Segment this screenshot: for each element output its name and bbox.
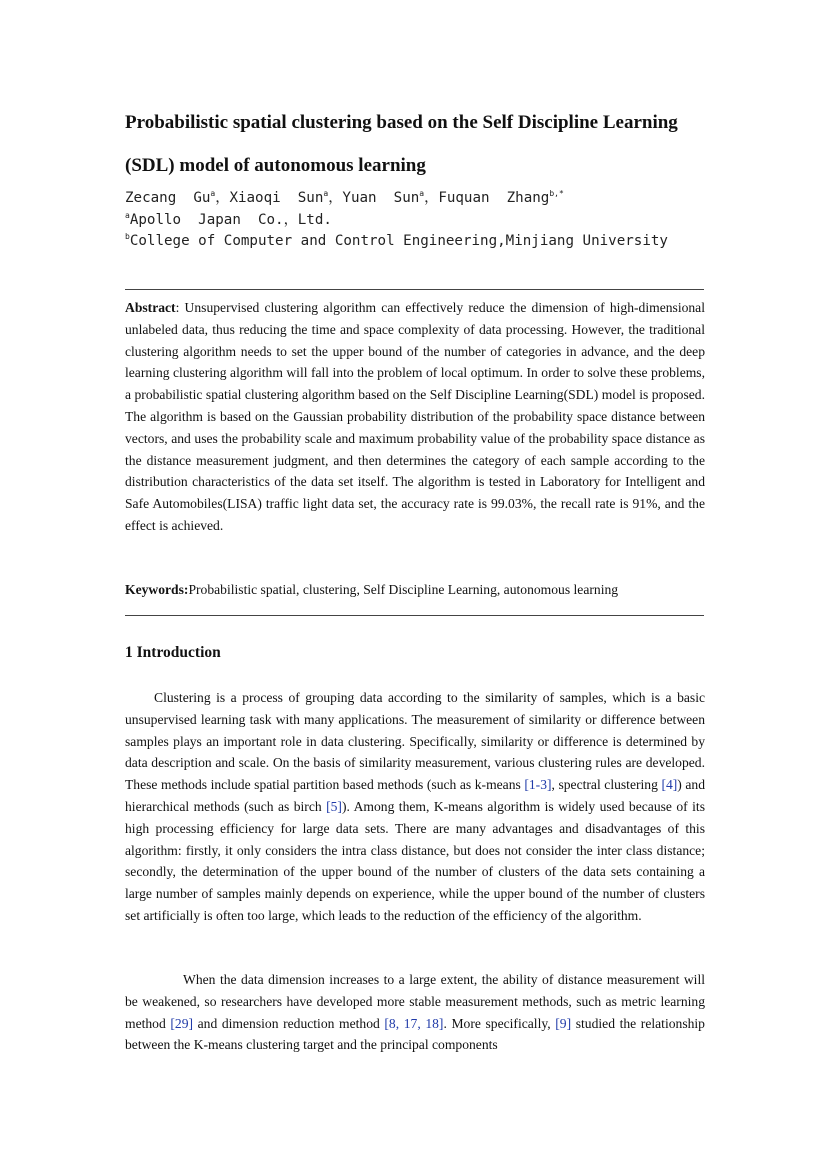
affiliation-mark: b [125,232,130,241]
paragraph-text: When the data dimension increases to a large extent, the ability of distance measurement will be weakened, so researchers have developed more stable measurement methods, such as metric learning method [125,972,705,1031]
paper-title-line-1: Probabilistic spatial clustering based on the Self Discipline Learning [125,112,678,133]
keywords [125,579,705,601]
citation-link[interactable]: [1-3] [524,777,552,793]
paragraph-text: ) and hierarchical methods (such as birch [125,777,705,814]
author-name: ，Fuquan Zhang [424,190,550,206]
keywords-text: Probabilistic spatial, clustering, Self Discipline Learning, autonomous learning [188,582,619,597]
author-list [125,188,564,209]
top-divider [125,289,704,290]
citation-link[interactable]: [29] [170,1015,194,1031]
abstract [125,297,705,537]
affiliation-text: College of Computer and Control Engineering,Minjiang University [129,233,668,249]
abstract-label: Abstract [125,300,176,315]
affiliation-b [125,231,668,252]
section-heading: 1 Introduction [125,644,221,661]
bottom-divider [125,615,704,616]
affiliation-mark: a [125,211,130,220]
paragraph-text: and dimension reduction method [193,1015,385,1031]
citation-link[interactable]: [5] [326,798,342,814]
keywords-label: Keywords: [125,582,189,597]
paragraph-text: ). Among them, K-means algorithm is widely used because of its high processing efficiency for large data sets. There are many advantages and disadvantages of this algorithm: firstly, it only considers the intra class distance, but does not consider the inter class distance; secondly, the determination of the upper bound of the number of clusters of the data sets containing a large number of samples mainly depends on experience, while the upper bound of the number of clusters set artificially is often too large, which leads to the reduction of the efficiency of the algorithm. [125,798,705,923]
citation-link[interactable]: [8, 17, 18] [384,1015,444,1031]
paragraph-text: . More specifically, [443,1015,556,1031]
author-affiliation-mark: a [323,189,329,198]
author-name: ，Yuan Sun [328,190,420,206]
citation-link[interactable]: [4] [661,777,678,793]
citation-link[interactable]: [9] [555,1015,572,1031]
paper-title-line-2: (SDL) model of autonomous learning [125,155,426,176]
paragraph-text: studied the relationship between the K-means clustering target and the principal components [125,1015,705,1053]
author-affiliation-mark: b,* [549,189,564,198]
author-affiliation-mark: a [210,189,216,198]
intro-paragraph-1 [125,687,705,927]
paragraph-text: , spectral clustering [551,777,662,793]
paragraph-text: Clustering is a process of grouping data according to the similarity of samples, which is a basic unsupervised learning task with many applications. The measurement of similarity or difference between samples plays an important role in data clustering. Specifically, similarity or difference is determined by data description and scale. On the basis of similarity measurement, various clustering rules are developed. These methods include spatial partition based methods (such as k-means [125,690,705,793]
author-name: Zecang Gu [125,190,211,206]
author-affiliation-mark: a [419,189,425,198]
abstract-text: : Unsupervised clustering algorithm can effectively reduce the dimension of high-dimensional unlabeled data, thus reducing the time and space complexity of data processing. However, the traditional clustering algorithm needs to set the upper bound of the number of categories in advance, and the deep learning clustering algorithm will fall into the problem of local optimum. In order to solve these problems, a probabilistic spatial clustering algorithm based on the Self Discipline Learning(SDL) model is proposed. The algorithm is based on the Gaussian probability distribution of the probability space distance between vectors, and uses the probability scale and maximum probability value of the probability space distance as the distance measurement judgment, and then determines the category of each sample according to the distribution characteristics of the data set itself. The algorithm is tested in Laboratory for Intelligent and Safe Automobiles(LISA) traffic light data set, the accuracy rate is 99.03%, the recall rate is 91%, and the effect is achieved. [125,300,705,533]
affiliation-text: Apollo Japan Co.，Ltd. [129,212,332,228]
author-name: ，Xiaoqi Sun [215,190,324,206]
intro-paragraph-2 [125,969,705,1056]
affiliation-a [125,210,332,231]
